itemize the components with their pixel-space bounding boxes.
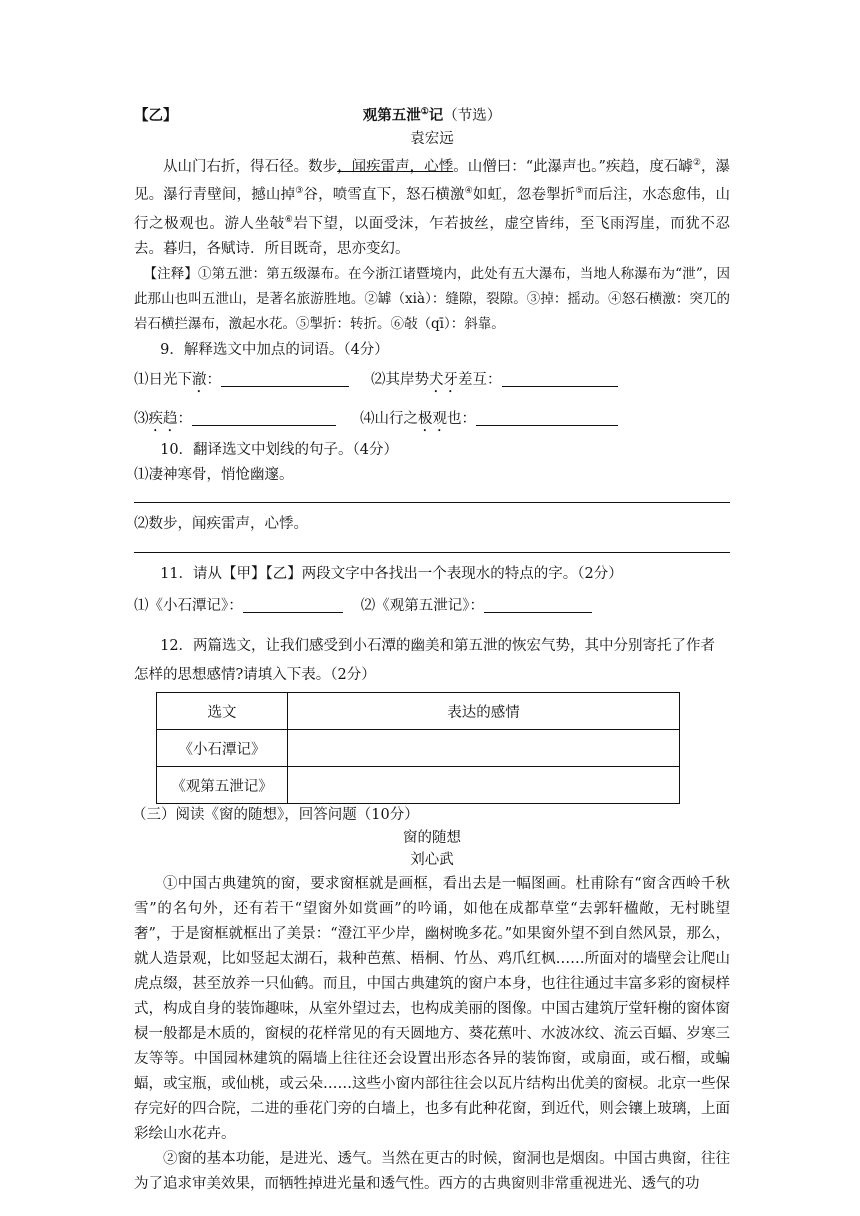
table-header-cell: 表达的感情 <box>288 693 680 730</box>
q11-stem: 11．请从【甲】【乙】两段文字中各找出一个表现水的特点的字。（2分） <box>160 565 623 582</box>
q9-blank-2[interactable] <box>502 371 618 387</box>
q10-item-2: ⑵数步，闻疾雷声，心悸。 <box>134 516 308 533</box>
section3-author: 刘心武 <box>410 852 454 869</box>
passage-paragraph: 从山门右折，得石径。数步，闻疾雷声，心悸。山僧曰：“此瀑声也。”疾趋，度石罅②，瀑见。瀑行青壁间，撼山掉③谷，喷雪直下，怒石横激④如虹，忽卷掣折⑤而后注，水态愈伟，山行之极观也。游人坐敧⑥岩下望，以面受沫，乍若披丝，虚空皆纬，至飞雨泻崖，而犹不忍去。暮归，各赋诗．所目既奇，思亦变幻。 <box>134 157 731 257</box>
passage-title <box>134 104 730 125</box>
q11-blank-2[interactable] <box>484 597 592 613</box>
table-header-cell: 选文 <box>157 693 288 730</box>
q10-answer-line-1[interactable] <box>134 488 730 503</box>
passage-author: 袁宏远 <box>410 131 454 147</box>
q12-stem-b: 怎样的思想感情?请填入下表。（2分） <box>134 666 376 683</box>
page <box>134 104 730 1197</box>
q9-row-2 <box>134 404 730 435</box>
q9-item-4: ⑷山行之极观也： <box>360 411 476 428</box>
q12-stem-a: 12．两篇选文，让我们感受到小石潭的幽美和第五泄的恢宏气势，其中分别寄托了作者 <box>160 638 716 655</box>
table-row <box>157 767 680 804</box>
underlined-sentence: ，闻疾雷声，心悸 <box>337 158 454 175</box>
title-main-2: 记 <box>428 107 444 124</box>
table-answer-cell[interactable] <box>288 767 680 804</box>
section3-heading: （三）阅读《窗的随想》，回答问题（10分） <box>132 807 419 824</box>
title-sub: （节选） <box>443 108 502 124</box>
q10-stem: 10．翻译选文中划线的句子。（4分） <box>160 442 399 459</box>
q9-row-1 <box>134 365 730 396</box>
q11-blank-1[interactable] <box>243 597 343 613</box>
section3-paragraph-2: ②窗的基本功能，是进光、透气。当然在更古的时候，窗洞也是烟囱。中国古典窗，往往为了追求审美效果，而牺牲掉进光量和透气性。西方的古典窗则非常重视进光、透气的功 <box>134 1150 730 1192</box>
feelings-table <box>156 692 680 804</box>
section3-paragraph-1: ①中国古典建筑的窗，要求窗框就是画框，看出去是一幅图画。杜甫除有“窗含西岭千秋雪”的名句外，还有若干“望窗外如赏画”的吟诵，如他在成都草堂“去郭轩楹敞，无村眺望奢”，于是窗框就框出了美景：“澄江平少岸，幽树晚多花。”如果窗外望不到自然风景，那么，就人造景观，比如竖起太湖石，栽种芭蕉、梧桐、竹丛、鸡爪红枫……所面对的墙壁会让爬山虎点缀，甚至放养一只仙鹤。而且，中国古典建筑的窗户本身，也往往通过丰富多彩的窗棂样式，构成自身的装饰趣味，从室外望过去，也构成美丽的图像。中国古建筑厅堂轩榭的窗体窗棂一般都是木质的，窗棂的花样常见的有天圆地方、葵花蕉叶、水波冰纹、流云百蝠、岁寒三友等等。中国园林建筑的隔墙上往往还会设置出形态各异的装饰窗，或扇面，或石榴，或蝙蝠，或宝瓶，或仙桃，或云朵……这些小窗内部往往会以瓦片结构出优美的窗棂。北京一些保存完好的四合院，二进的垂花门旁的白墙上，也多有此种花窗，到近代，则会镶上玻璃，上面彩绘山水花卉。 <box>134 875 730 1142</box>
q11-item-2: ⑵《观第五泄记》： <box>360 598 484 615</box>
table-header-row <box>157 693 680 730</box>
q11-item-1: ⑴《小石潭记》： <box>134 598 243 615</box>
title-footnote-mark: ① <box>420 107 429 118</box>
q9-stem: 9．解释选文中加点的词语。（4分） <box>160 341 389 358</box>
q9-blank-3[interactable] <box>192 410 336 426</box>
table-row <box>157 730 680 767</box>
q9-item-1: ⑴日光下澈： <box>134 372 221 389</box>
q10-answer-line-2[interactable] <box>134 538 730 553</box>
annotation-note: 【注释】①第五泄：第五级瀑布。在今浙江诸暨境内，此处有五大瀑布，当地人称瀑布为“泄”，因此那山也叫五泄山，是著名旅游胜地。②罅（xià）：缝隙，裂隙。③掉：摇动。④怒石横激：突兀的岩石横拦瀑布，激起水花。⑤掣折：转折。⑥敧（qī）：斜靠。 <box>134 265 730 332</box>
table-cell: 《小石潭记》 <box>157 730 288 767</box>
table-answer-cell[interactable] <box>288 730 680 767</box>
q10-item-1: ⑴凄神寒骨，悄怆幽邃。 <box>134 466 294 483</box>
q11-row <box>134 591 730 621</box>
table-cell: 《观第五泄记》 <box>157 767 288 804</box>
title-main: 观第五泄 <box>362 107 421 124</box>
section-tag: 【乙】 <box>134 107 178 124</box>
q9-item-2: ⑵其岸势犬牙差互： <box>371 372 502 389</box>
q9-blank-1[interactable] <box>221 371 349 387</box>
section3-title: 窗的随想 <box>403 829 461 846</box>
passage-header <box>134 104 730 128</box>
q9-blank-4[interactable] <box>476 410 618 426</box>
q9-item-3: ⑶疾趋： <box>134 411 192 428</box>
